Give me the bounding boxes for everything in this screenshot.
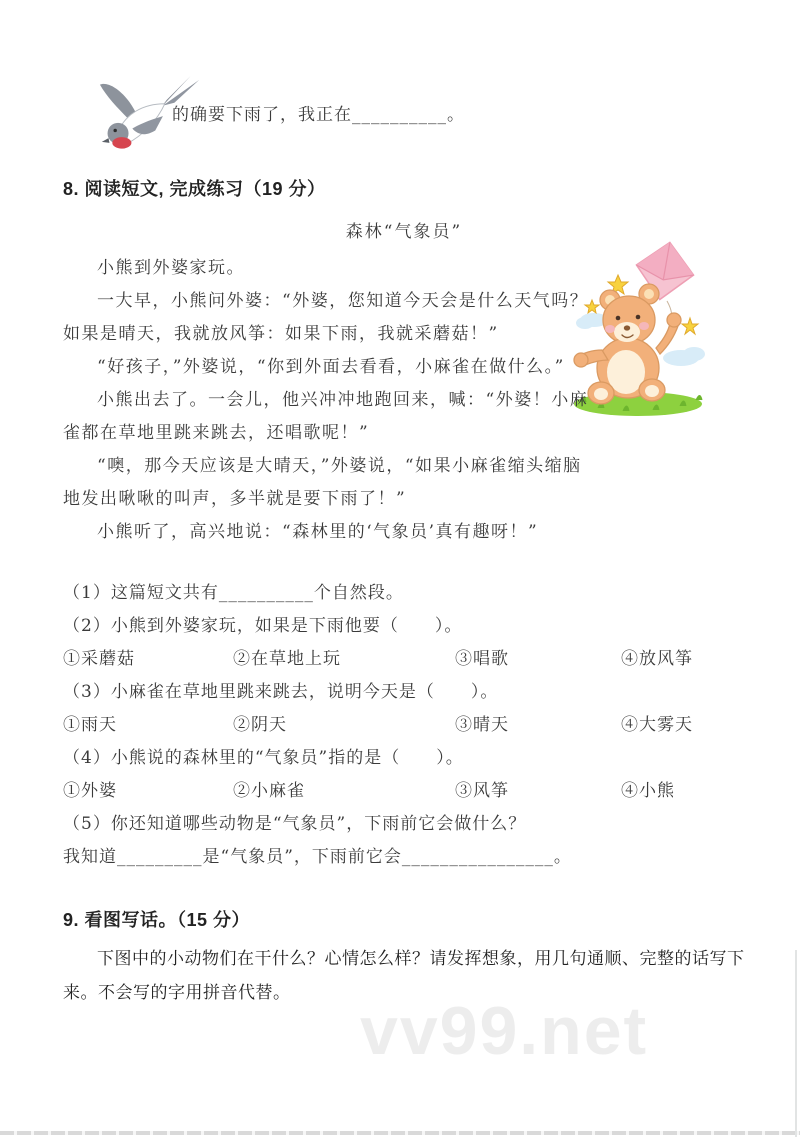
question-3-options (63, 709, 745, 742)
q3-option-3: ③晴天 (455, 715, 509, 735)
story-paragraph-4: 小熊出去了。一会儿，他兴冲冲地跑回来，喊：“外婆！小麻雀都在草地里跳来跳去，还唱歌呢！” (63, 390, 589, 443)
bear-text-wrap-spacer (590, 252, 745, 452)
q2-option-4: ④放风筝 (621, 649, 693, 669)
q3-option-4: ④大雾天 (621, 715, 693, 735)
question-list (63, 577, 745, 874)
q2-option-2: ②在草地上玩 (233, 649, 341, 669)
story-paragraph-2: 一大早，小熊问外婆：“外婆，您知道今天会是什么天气吗？如果是晴天，我就放风筝：如果下雨，我就采蘑菇！” (63, 291, 589, 344)
story-paragraph-5: “噢，那今天应该是大晴天，”外婆说，“如果小麻雀缩头缩脑地发出啾啾的叫声，多半就是要下雨了！” (63, 456, 582, 509)
question-4-options (63, 775, 745, 808)
section9-heading: 9. 看图写话。（15 分） (63, 910, 251, 930)
q4-option-4: ④小熊 (621, 781, 675, 801)
q4-option-3: ③风筝 (455, 781, 509, 801)
question-5: （5）你还知道哪些动物是“气象员”，下雨前它会做什么？ (63, 814, 527, 834)
section8-heading: 8. 阅读短文, 完成练习（19 分） (63, 179, 326, 199)
page-bottom-dashed-line (0, 1131, 800, 1135)
question-3: （3）小麻雀在草地里跳来跳去，说明今天是（ ）。 (63, 682, 499, 702)
question-2-options (63, 643, 745, 676)
q2-option-3: ③唱歌 (455, 649, 509, 669)
q4-option-2: ②小麻雀 (233, 781, 305, 801)
q2-option-1: ①采蘑菇 (63, 649, 135, 669)
story-paragraph-3: “好孩子，”外婆说，“你到外面去看看，小麻雀在做什么。” (97, 357, 565, 377)
question-1: （1）这篇短文共有__________个自然段。 (63, 583, 404, 603)
q4-option-1: ①外婆 (63, 781, 117, 801)
q3-option-1: ①雨天 (63, 715, 117, 735)
question-5-fill-line: 我知道_________是“气象员”，下雨前它会________________。 (63, 847, 572, 867)
watermark: vv99.net (360, 993, 649, 1069)
story-paragraph-1: 小熊到外婆家玩。 (97, 258, 245, 278)
story-paragraph-6: 小熊听了，高兴地说：“森林里的‘气象员’真有趣呀！” (97, 522, 539, 542)
question-4: （4）小熊说的森林里的“气象员”指的是（ ）。 (63, 748, 464, 768)
intro-fill-blank-line: 的确要下雨了，我正在__________。 (172, 105, 465, 125)
page-right-edge-line (795, 950, 797, 1137)
story-title: 森林“气象员” (345, 222, 463, 242)
story-body (63, 252, 745, 549)
section9-instructions: 下图中的小动物们在干什么？心情怎么样？请发挥想象，用几句通顺、完整的话写下来。不会写的字用拼音代替。 (63, 949, 745, 1002)
q3-option-2: ②阴天 (233, 715, 287, 735)
question-2: （2）小熊到外婆家玩，如果是下雨他要（ ）。 (63, 616, 463, 636)
